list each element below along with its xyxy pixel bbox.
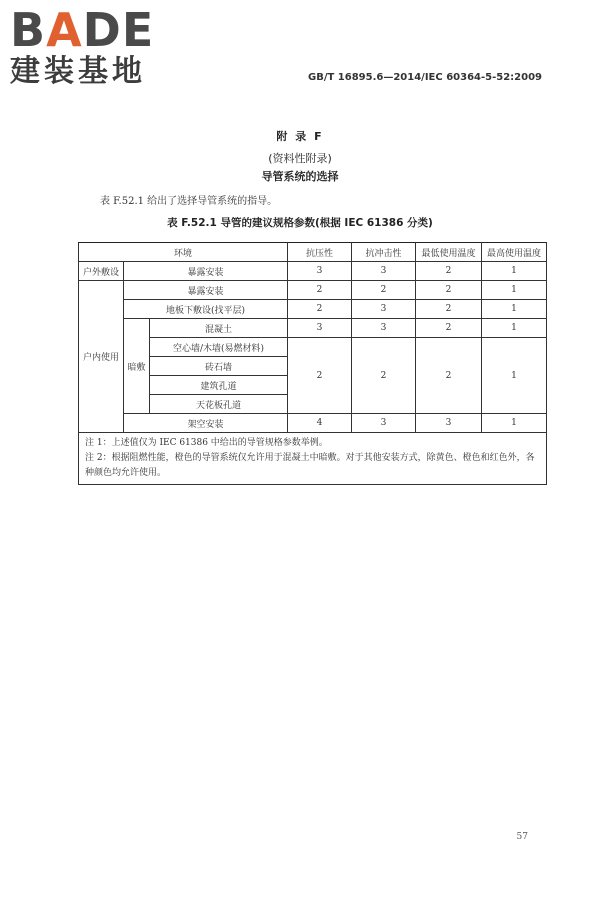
cell: 3: [288, 319, 352, 338]
table-row: [79, 281, 547, 300]
header-max-temp: 最高使用温度: [482, 243, 547, 262]
cell: 1: [482, 319, 547, 338]
note-2: 注 2：根据阻燃性能，橙色的导管系统仅允许用于混凝土中暗敷。对于其他安装方式，除黄色、橙色和红色外，各种颜色均允许使用。: [85, 453, 535, 478]
row-label: 砖石墙: [150, 357, 288, 376]
cell: 2: [288, 300, 352, 319]
appendix-subject: 导管系统的选择: [261, 170, 339, 183]
standard-number: GB/T 16895.6—2014/IEC 60364-5-52:2009: [308, 72, 542, 83]
table-row: [79, 319, 547, 338]
table-row: [79, 300, 547, 319]
table-caption: 表 F.52.1 导管的建议规格参数(根据 IEC 61386 分类): [167, 217, 433, 229]
logo-wordmark: BADE: [10, 3, 155, 57]
cell: 3: [352, 262, 416, 281]
page-number: 57: [516, 832, 528, 842]
cell: 3: [352, 300, 416, 319]
row-label: 暴露安装: [124, 262, 288, 281]
cell: 2: [352, 281, 416, 300]
cell: 2: [288, 338, 352, 414]
indoor-label: 户内使用: [79, 281, 124, 433]
header-compression: 抗压性: [288, 243, 352, 262]
cell: 1: [482, 338, 547, 414]
cell: 3: [288, 262, 352, 281]
header-impact: 抗冲击性: [352, 243, 416, 262]
cell: 1: [482, 414, 547, 433]
intro-paragraph: 表 F.52.1 给出了选择导管系统的指导。: [100, 196, 278, 207]
row-label: 地板下敷设(找平层): [124, 300, 288, 319]
cell: 2: [352, 338, 416, 414]
note-1: 注 1：上述值仅为 IEC 61386 中给出的导管规格参数举例。: [85, 438, 328, 448]
appendix-title: 附 录 F: [276, 130, 324, 143]
cell: 1: [482, 262, 547, 281]
cell: 2: [416, 319, 482, 338]
concealed-label: 暗敷: [124, 319, 150, 414]
header-environment: 环境: [79, 243, 288, 262]
cell: 2: [416, 262, 482, 281]
cell: 3: [352, 414, 416, 433]
cell: 3: [416, 414, 482, 433]
row-label: 架空安装: [124, 414, 288, 433]
header-min-temp: 最低使用温度: [416, 243, 482, 262]
row-label: 空心墙/木墙(易燃材料): [150, 338, 288, 357]
cell: 2: [288, 281, 352, 300]
table-header-row: [79, 243, 547, 262]
cell: 4: [288, 414, 352, 433]
row-label: 天花板孔道: [150, 395, 288, 414]
cell: 1: [482, 281, 547, 300]
table-row: [79, 338, 547, 357]
logo-subtitle: 建装基地: [10, 54, 146, 89]
row-label: 混凝土: [150, 319, 288, 338]
row-label: 建筑孔道: [150, 376, 288, 395]
cell: 2: [416, 338, 482, 414]
cell: 1: [482, 300, 547, 319]
table-row: [79, 262, 547, 281]
spec-table: [78, 242, 547, 485]
outdoor-label: 户外敷设: [79, 262, 124, 281]
cell: 2: [416, 300, 482, 319]
cell: 2: [416, 281, 482, 300]
bade-logo: [10, 3, 180, 90]
table-row: [79, 414, 547, 433]
appendix-type: (资料性附录): [268, 152, 332, 165]
notes-cell: [79, 433, 547, 485]
notes-row: [79, 433, 547, 485]
row-label: 暴露安装: [124, 281, 288, 300]
cell: 3: [352, 319, 416, 338]
